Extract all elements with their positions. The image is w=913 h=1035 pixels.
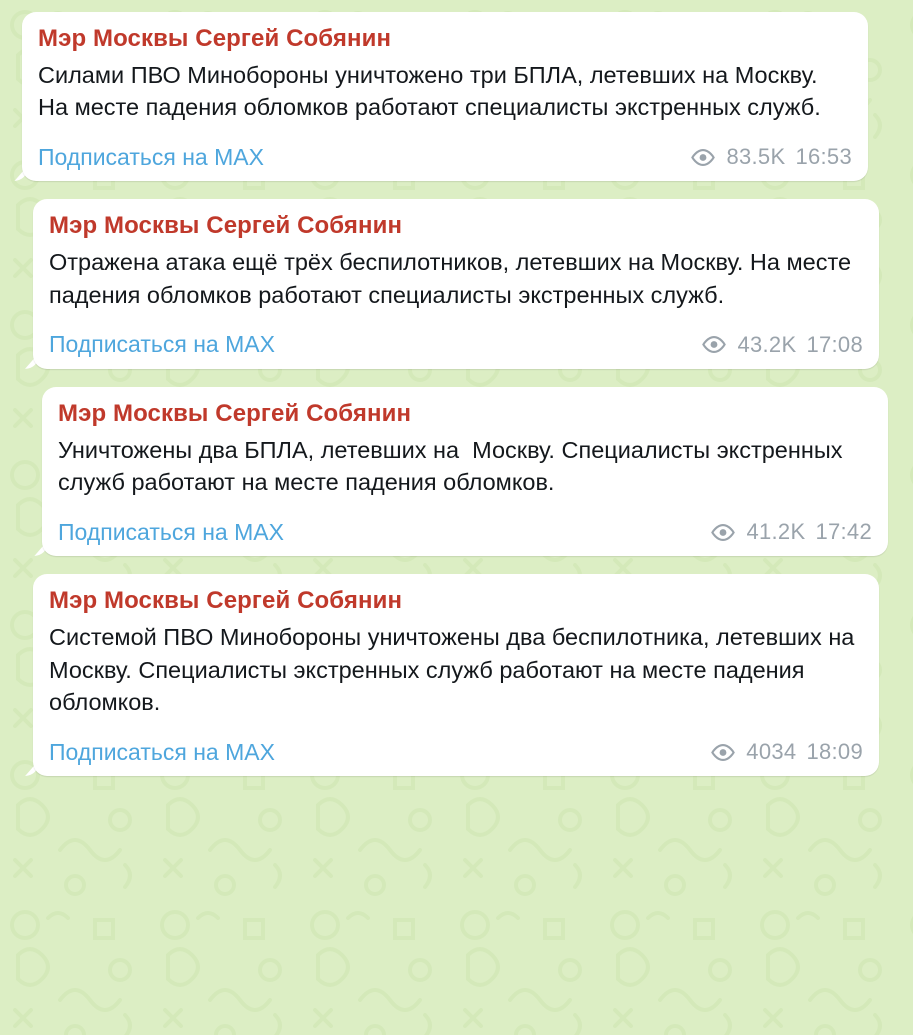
views-eye-icon: [701, 336, 727, 353]
message-footer: [58, 519, 872, 547]
message-author: Мэр Москвы Сергей Собянин: [49, 587, 403, 615]
views-eye-icon: [690, 149, 716, 166]
views-count: 83.5K: [726, 144, 786, 170]
message-text: Силами ПВО Минобороны уничтожено три БПЛА, летевших на Москву. На месте падения обломков работают специалисты экстренных служб.: [38, 62, 825, 121]
views-count: 4034: [746, 739, 797, 765]
message-footer: [38, 144, 852, 172]
message-bubble[interactable]: [33, 199, 879, 368]
subscribe-link[interactable]: Подписаться на MAX: [49, 738, 275, 765]
message-bubble[interactable]: [42, 387, 888, 556]
message-time: 17:42: [815, 519, 872, 545]
message-time: 16:53: [795, 144, 852, 170]
views-eye-icon: [710, 744, 736, 761]
subscribe-link[interactable]: Подписаться на MAX: [49, 331, 275, 358]
message-footer: [49, 331, 863, 359]
message-time: 18:09: [806, 739, 863, 765]
subscribe-link[interactable]: Подписаться на MAX: [38, 143, 264, 170]
views-eye-icon: [710, 524, 736, 541]
message-author: Мэр Москвы Сергей Собянин: [49, 212, 403, 240]
message-footer: [49, 739, 863, 767]
message-author: Мэр Москвы Сергей Собянин: [58, 399, 412, 427]
message-text: Уничтожены два БПЛА, летевших на Москву. Специалисты экстренных служб работают на месте падения обломков.: [58, 436, 850, 496]
message-meta: [710, 739, 863, 766]
message-text: Отражена атака ещё трёх беспилотников, летевших на Москву. На месте падения обломков работают специалисты экстренных служб.: [49, 249, 858, 308]
message-bubble[interactable]: [22, 12, 868, 181]
message-text: Системой ПВО Минобороны уничтожены два беспилотника, летевших на Москву. Специалисты экстренных служб работают на месте падения обломков.: [49, 624, 861, 716]
message-time: 17:08: [806, 331, 863, 357]
message-meta: [710, 519, 872, 546]
views-count: 41.2K: [746, 519, 806, 545]
views-count: 43.2K: [737, 331, 797, 357]
message-meta: [701, 332, 863, 359]
message-bubble[interactable]: [33, 574, 879, 776]
subscribe-link[interactable]: Подписаться на MAX: [58, 518, 284, 545]
message-author: Мэр Москвы Сергей Собянин: [38, 25, 392, 52]
message-meta: [690, 144, 852, 171]
